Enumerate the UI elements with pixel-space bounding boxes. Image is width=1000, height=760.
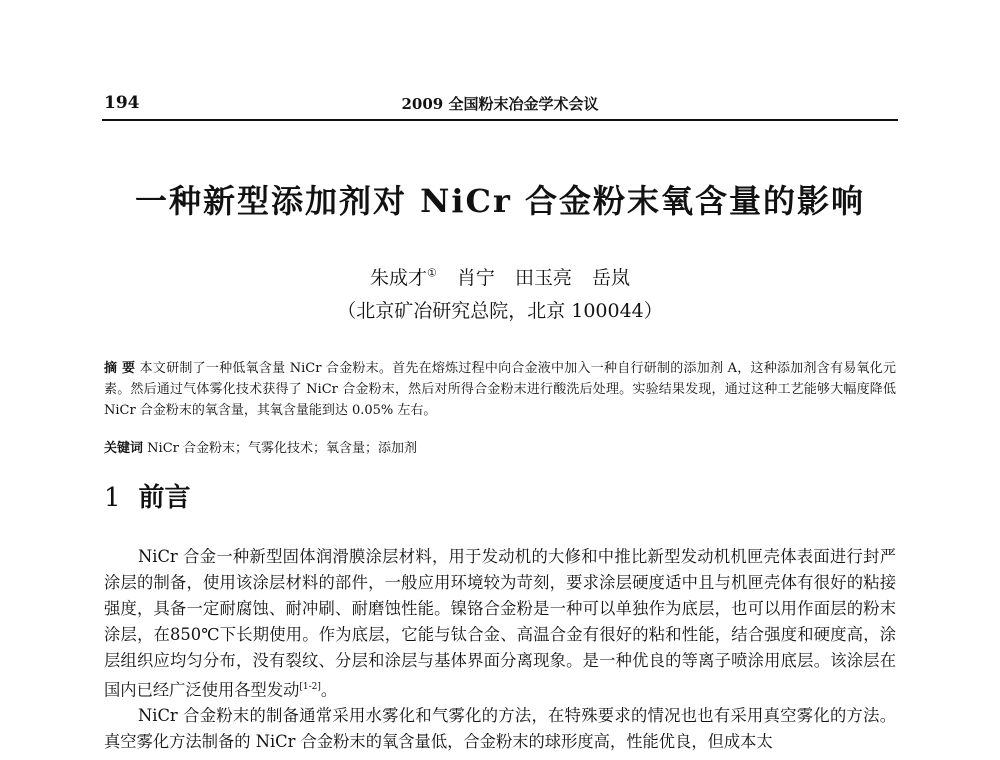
- authors: [0, 263, 1000, 290]
- section-heading: [104, 477, 191, 514]
- author-footnote-mark: ①: [427, 266, 437, 280]
- paper-title: 一种新型添加剂对 NiCr 合金粉末氧含量的影响: [134, 182, 866, 220]
- citation-ref: [1-2]: [299, 682, 321, 692]
- body-text: [104, 544, 896, 755]
- keywords-label: 关键词: [104, 441, 144, 456]
- section-number: 1: [104, 483, 121, 513]
- abstract-label: 摘 要: [104, 361, 136, 376]
- paragraph: [104, 703, 896, 755]
- paragraph-2-text: NiCr 合金粉末的制备通常采用水雾化和气雾化的方法，在特殊要求的情况也也有采用真空雾化的方法。真空雾化方法制备的 NiCr 合金粉末的氧含量低，合金粉末的球形度高，性能优良，但成本太: [104, 706, 896, 752]
- abstract-text: 本文研制了一种低氧含量 NiCr 合金粉末。首先在熔炼过程中向合金液中加入一种自行研制的添加剂 A，这种添加剂含有易氧化元素。然后通过气体雾化技术获得了 NiCr 合金粉末，然后对所得合金粉末进行酸洗后处理。实验结果发现，通过这种工艺能够大幅度降低 NiCr 合金粉末的氧含量，其氧含量能到达 0.05% 左右。: [104, 361, 897, 418]
- paragraph: [104, 544, 896, 703]
- keywords-text: NiCr 合金粉末；气雾化技术；氧含量；添加剂: [147, 441, 417, 456]
- header-rule: [102, 119, 898, 121]
- author-others: 肖宁 田玉亮 岳岚: [456, 267, 631, 289]
- keywords: [104, 437, 896, 456]
- running-header: 2009 全国粉末冶金学术会议: [401, 95, 599, 113]
- affiliation: （北京矿冶研究总院，北京 100044）: [337, 300, 663, 322]
- author-first: 朱成才: [369, 267, 427, 289]
- abstract: [104, 358, 896, 421]
- paragraph-1-end: 。: [320, 680, 338, 700]
- section-title: 前言: [138, 483, 191, 513]
- paragraph-1-text: NiCr 合金一种新型固体润滑膜涂层材料，用于发动机的大修和中推比新型发动机机匣壳体表面进行封严涂层的制备，使用该涂层材料的部件，一般应用环境较为苛刻，要求涂层硬度适中且与机匣壳体有很好的粘接强度，具备一定耐腐蚀、耐冲刷、耐磨蚀性能。镍铬合金粉是一种可以单独作为底层，也可以用作面层的粉末涂层，在850℃下长期使用。作为底层，它能与钛合金、高温合金有很好的粘和性能，结合强度和硬度高，涂层组织应均匀分布，没有裂纹、分层和涂层与基体界面分离现象。是一种优良的等离子喷涂用底层。该涂层在国内已经广泛使用各型发动: [104, 547, 896, 700]
- page-number: 194: [104, 93, 140, 113]
